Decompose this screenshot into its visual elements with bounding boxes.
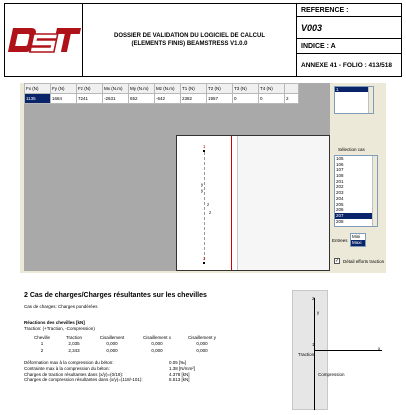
annexe-folio: ANNEXE 41 - FOLIO : 413/518 — [301, 61, 393, 69]
node-label: 1 — [203, 144, 206, 149]
grid-header[interactable]: Fz (N) — [77, 84, 103, 94]
grid-header[interactable]: Mz (N.m) — [155, 84, 181, 94]
loads-grid — [24, 83, 299, 104]
node-marker — [203, 150, 205, 152]
table-cell: 0,000 — [106, 341, 118, 347]
entrees-label: Entrees — [332, 238, 348, 243]
grid-cell[interactable]: 1135 — [25, 94, 51, 104]
column-header: Cisaillement x — [142, 334, 171, 340]
case-item[interactable]: 106 — [336, 161, 344, 167]
grid-header[interactable]: Fx (N) — [25, 84, 51, 94]
summary-label: Charges de traction résultantes dans (x/y)=(0/19): — [24, 371, 124, 377]
column-header: Traction — [65, 334, 83, 340]
case-item[interactable]: 203 — [336, 190, 344, 196]
compression-label: Compression — [318, 372, 345, 377]
reactions-table — [24, 334, 226, 354]
table-cell: 0,000 — [196, 347, 208, 353]
case-item[interactable]: 108 — [336, 173, 344, 179]
reactions-subtitle: Traction: (+Traction, -Compression) — [24, 326, 95, 331]
axis-z-label: z — [207, 202, 210, 207]
grid-cell[interactable]: -2631 — [103, 94, 129, 104]
beamstress-window — [20, 83, 386, 273]
summary-value: 0.05 [‰] — [169, 360, 187, 365]
anchor-label: 2 — [312, 296, 315, 301]
detail-label: Détail efforts traction — [343, 259, 385, 264]
document-title-text: DOSSIER DE VALIDATION DU LOGICIEL DE CALCUL (ELEMENTS FINIS) BEAMSTRESS V1.0.0 — [113, 33, 265, 47]
grid-cell[interactable]: 652 — [129, 94, 155, 104]
scrollbar[interactable] — [372, 156, 377, 226]
side-panel — [238, 136, 329, 270]
summary-value: 5.513 [kN] — [169, 377, 190, 383]
summary-label: Contrainte max à la compression du béton: — [24, 365, 110, 371]
table-row — [24, 347, 226, 354]
grid-cell[interactable]: 0 — [259, 94, 285, 104]
case-item[interactable]: 105 — [336, 156, 344, 161]
y-axis-line — [314, 298, 315, 410]
traction-label: Traction — [298, 352, 315, 357]
case-item[interactable]: 208 — [336, 218, 344, 224]
x-axis-line — [314, 350, 382, 351]
section-title: 2 Cas de charges/Charges résultantes sur les chevilles — [24, 292, 207, 299]
axis-y-label: y — [201, 182, 204, 187]
grid-header[interactable]: T2 (N) — [207, 84, 233, 94]
minmax-item[interactable]: Mini — [352, 234, 361, 239]
summary-label: Déformation max à la compression du béton: — [24, 360, 114, 365]
node-marker — [203, 262, 205, 264]
summary-row — [24, 377, 195, 383]
grid-data-row[interactable] — [25, 94, 299, 104]
table-cell: 0,000 — [106, 347, 118, 353]
workspace — [24, 83, 330, 271]
anchor-label: 1 — [312, 342, 315, 347]
grid-header[interactable]: Fy (N) — [51, 84, 77, 94]
grid-cell[interactable]: 1684 — [51, 94, 77, 104]
grid-header[interactable]: T1 (N) — [181, 84, 207, 94]
table-cell: 0,000 — [151, 341, 163, 347]
summary-results — [24, 360, 195, 383]
reactions-title: Réactions des chevilles [kN] — [24, 320, 85, 325]
grid-header[interactable]: T4 (N) — [259, 84, 285, 94]
grid-header[interactable]: T3 (N) — [233, 84, 259, 94]
grid-header[interactable]: Mx (N.m) — [103, 84, 129, 94]
reference-block — [297, 4, 401, 76]
column-header: Cisaillement y — [187, 334, 216, 340]
table-cell: 2 — [40, 347, 44, 353]
detail-checkbox[interactable]: ✓ — [335, 258, 340, 264]
member-axis — [204, 152, 205, 260]
case-item[interactable]: 201 — [336, 178, 344, 184]
anchor-diagram — [286, 290, 386, 410]
grid-cell[interactable]: -642 — [155, 94, 181, 104]
grid-cell[interactable]: 2382 — [181, 94, 207, 104]
minmax-item-selected[interactable]: Maxi — [351, 240, 365, 246]
section-subtitle: Cas de charges: Charges pondérées — [24, 304, 98, 309]
case-selection-list[interactable] — [334, 155, 378, 227]
scrollbar[interactable] — [368, 87, 373, 113]
column-header: Cisaillement — [99, 334, 125, 340]
grid-cell[interactable]: 0 — [233, 94, 259, 104]
grid-header[interactable]: My (N.m) — [129, 84, 155, 94]
summary-value: 4.378 [kN] — [169, 371, 190, 377]
case-item[interactable]: 204 — [336, 195, 344, 201]
grid-cell[interactable]: 1957 — [207, 94, 233, 104]
grid-cell[interactable]: 7241 — [77, 94, 103, 104]
case-item[interactable]: 206 — [336, 207, 344, 213]
table-cell: 2,343 — [68, 347, 80, 353]
minmax-list[interactable] — [350, 233, 366, 247]
axis-z-label: z — [209, 210, 212, 215]
reference-value: V003 — [297, 17, 401, 39]
grid-cell[interactable]: 2 — [285, 94, 299, 104]
node-label: 2 — [203, 256, 206, 261]
beam-line — [231, 136, 232, 270]
document-header — [4, 3, 402, 77]
case-item[interactable]: 205 — [336, 201, 344, 207]
case-item[interactable]: 202 — [336, 184, 344, 190]
indice-label: INDICE : A — [297, 39, 401, 54]
case-item-selected[interactable]: 207 — [335, 213, 377, 219]
grid-header[interactable] — [285, 84, 299, 94]
reference-label: REFERENCE : — [297, 4, 401, 17]
table-cell: 2,035 — [68, 341, 80, 347]
table-cell: 0,000 — [196, 341, 208, 347]
axis-y-label: y — [201, 188, 204, 193]
selection-label: Sélection cas — [338, 147, 365, 152]
axis-x-label: x — [378, 346, 381, 351]
case-list-item[interactable]: 1 — [335, 87, 373, 92]
structure-view[interactable] — [176, 135, 330, 271]
summary-label: Charges de compression résultantes dans (x/y)=(118/-101): — [24, 377, 143, 383]
dst-logo — [5, 4, 83, 76]
table-cell: 1 — [40, 341, 44, 347]
case-list[interactable] — [334, 86, 374, 114]
summary-value: 1.38 [N/mm²] — [169, 365, 196, 371]
grid-header-row — [25, 84, 299, 94]
table-cell: 0,000 — [151, 347, 163, 353]
column-header: Cheville — [33, 334, 50, 340]
case-item[interactable]: 107 — [336, 167, 344, 173]
document-title — [83, 4, 297, 76]
axis-y-label: y — [317, 310, 320, 315]
